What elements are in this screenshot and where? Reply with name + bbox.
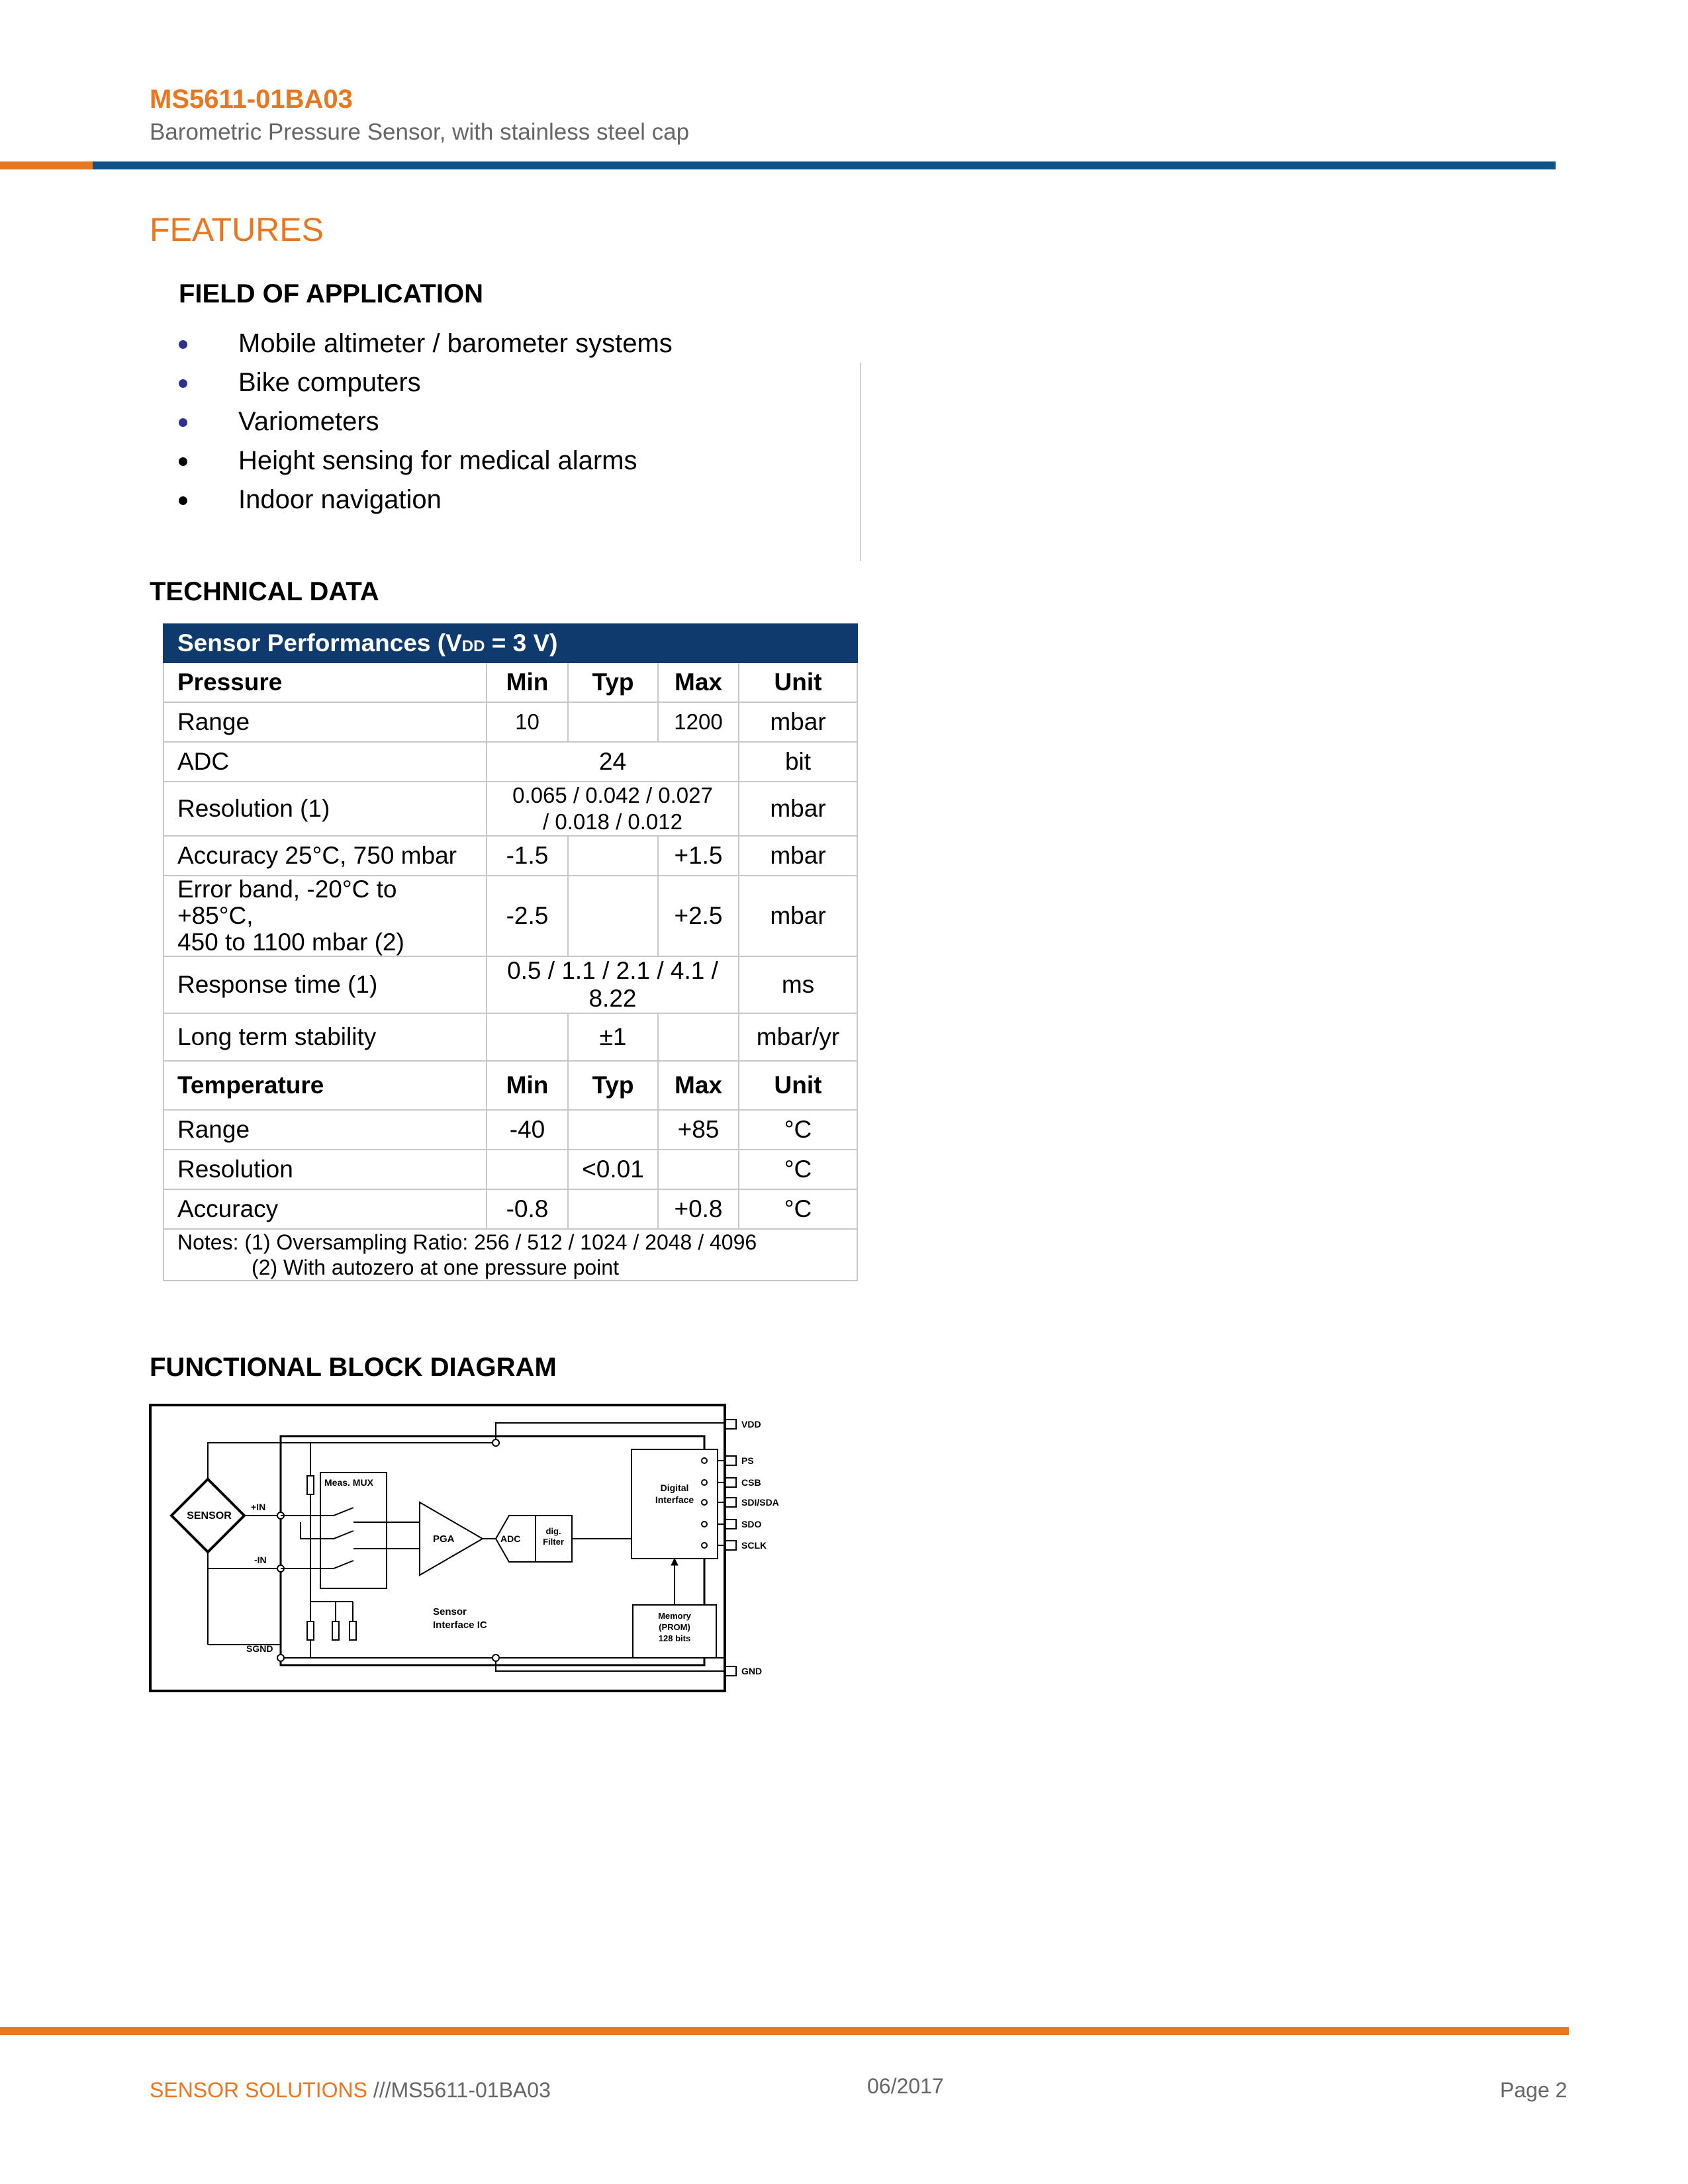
list-item-label: Indoor navigation bbox=[238, 485, 442, 514]
meas-mux-label: Meas. MUX bbox=[324, 1477, 373, 1488]
application-list bbox=[179, 324, 673, 520]
adc-label: ADC bbox=[500, 1533, 521, 1544]
footer-date: 06/2017 bbox=[867, 2074, 944, 2098]
max-cell bbox=[658, 1013, 739, 1061]
table-row bbox=[164, 702, 857, 742]
max-cell: +0.8 bbox=[658, 1189, 739, 1229]
column-header: Typ bbox=[568, 1061, 658, 1110]
min-cell bbox=[487, 1150, 568, 1189]
min-cell: -0.8 bbox=[487, 1189, 568, 1229]
header-rule bbox=[93, 161, 1556, 169]
meas-mux-block bbox=[320, 1473, 387, 1588]
functional-block-diagram bbox=[148, 1403, 804, 1707]
unit-cell: mbar bbox=[739, 702, 857, 742]
unit-cell: mbar bbox=[739, 782, 857, 836]
typ-cell bbox=[568, 1189, 658, 1229]
min-cell: -1.5 bbox=[487, 836, 568, 876]
min-cell: -2.5 bbox=[487, 876, 568, 956]
table-row bbox=[164, 782, 857, 836]
column-header: Pressure bbox=[164, 662, 487, 702]
min-cell: -40 bbox=[487, 1110, 568, 1150]
footer-company: SENSOR SOLUTIONS ///MS5611-01BA03 bbox=[150, 2078, 551, 2102]
sensor-ic-label-2: Interface IC bbox=[433, 1619, 487, 1631]
param-cell: ADC bbox=[164, 742, 487, 782]
list-item-label: Variometers bbox=[238, 407, 379, 436]
param-cell: Accuracy bbox=[164, 1189, 487, 1229]
column-divider bbox=[860, 363, 861, 561]
pin-label-vdd: VDD bbox=[741, 1419, 761, 1430]
unit-cell: bit bbox=[739, 742, 857, 782]
min-cell: 10 bbox=[487, 702, 568, 742]
column-header: Typ bbox=[568, 662, 658, 702]
technical-data-heading: TECHNICAL DATA bbox=[150, 577, 379, 606]
digital-interface-label-2: Interface bbox=[655, 1494, 694, 1505]
memory-label-2: (PROM) bbox=[659, 1622, 690, 1632]
min-cell bbox=[487, 1013, 568, 1061]
list-item bbox=[179, 402, 673, 441]
pin-label-gnd: GND bbox=[741, 1666, 763, 1676]
value-cell: 0.5 / 1.1 / 2.1 / 4.1 / 8.22 bbox=[487, 956, 739, 1013]
list-item-label: Mobile altimeter / barometer systems bbox=[238, 329, 673, 358]
value-cell: 24 bbox=[487, 742, 739, 782]
table-notes-row bbox=[164, 1229, 857, 1281]
typ-cell bbox=[568, 836, 658, 876]
param-cell: Resolution bbox=[164, 1150, 487, 1189]
unit-cell: mbar bbox=[739, 876, 857, 956]
param-cell: Resolution (1) bbox=[164, 782, 487, 836]
column-header: Unit bbox=[739, 662, 857, 702]
bullet-icon bbox=[179, 457, 187, 466]
sensor-label: SENSOR bbox=[187, 1510, 232, 1522]
header-accent-bar bbox=[0, 161, 93, 169]
pin-label-sdo: SDO bbox=[741, 1519, 762, 1529]
list-item bbox=[179, 363, 673, 402]
sensor-ic-label-1: Sensor bbox=[433, 1606, 467, 1617]
list-item bbox=[179, 441, 673, 480]
list-item-label: Bike computers bbox=[238, 368, 421, 397]
memory-label-1: Memory bbox=[658, 1611, 691, 1621]
table-row bbox=[164, 1013, 857, 1061]
column-header: Min bbox=[487, 662, 568, 702]
max-cell bbox=[658, 1150, 739, 1189]
column-header: Max bbox=[658, 662, 739, 702]
param-cell: Response time (1) bbox=[164, 956, 487, 1013]
pin-label-ps: PS bbox=[741, 1455, 754, 1466]
table-row bbox=[164, 1110, 857, 1150]
max-cell: +2.5 bbox=[658, 876, 739, 956]
max-cell: 1200 bbox=[658, 702, 739, 742]
column-header: Min bbox=[487, 1061, 568, 1110]
column-header: Unit bbox=[739, 1061, 857, 1110]
memory-label-3: 128 bits bbox=[658, 1633, 691, 1643]
typ-cell: <0.01 bbox=[568, 1150, 658, 1189]
list-item bbox=[179, 324, 673, 363]
in-minus-label: -IN bbox=[254, 1555, 267, 1565]
page-number: Page 2 bbox=[1500, 2078, 1568, 2102]
param-cell: Range bbox=[164, 1110, 487, 1150]
unit-cell: °C bbox=[739, 1189, 857, 1229]
list-item bbox=[179, 480, 673, 520]
unit-cell: °C bbox=[739, 1110, 857, 1150]
pin-label-csb: CSB bbox=[741, 1477, 761, 1488]
param-cell: Range bbox=[164, 702, 487, 742]
list-item-label: Height sensing for medical alarms bbox=[238, 446, 637, 475]
unit-cell: mbar/yr bbox=[739, 1013, 857, 1061]
table-header-row bbox=[164, 1061, 857, 1110]
column-header: Temperature bbox=[164, 1061, 487, 1110]
param-cell: Error band, -20°C to +85°C, 450 to 1100 mbar (2) bbox=[164, 876, 487, 956]
sgnd-label: SGND bbox=[246, 1643, 273, 1654]
bullet-icon bbox=[179, 418, 187, 427]
digital-interface-label-1: Digital bbox=[660, 1482, 689, 1493]
value-cell: 0.065 / 0.042 / 0.027 / 0.018 / 0.012 bbox=[487, 782, 739, 836]
block-diagram-heading: FUNCTIONAL BLOCK DIAGRAM bbox=[150, 1353, 557, 1382]
table-row bbox=[164, 836, 857, 876]
bullet-icon bbox=[179, 340, 187, 349]
table-notes: Notes: (1) Oversampling Ratio: 256 / 512 / 1024 / 2048 / 4096 (2) With autozero at one pressure point bbox=[164, 1229, 857, 1281]
pin-label-sclk: SCLK bbox=[741, 1540, 767, 1551]
unit-cell: °C bbox=[739, 1150, 857, 1189]
table-row bbox=[164, 876, 857, 956]
max-cell: +1.5 bbox=[658, 836, 739, 876]
table-header-row bbox=[164, 662, 857, 702]
column-header: Max bbox=[658, 1061, 739, 1110]
document-subtitle: Barometric Pressure Sensor, with stainless steel cap bbox=[150, 119, 690, 145]
pga-label: PGA bbox=[433, 1533, 455, 1545]
table-row bbox=[164, 742, 857, 782]
unit-cell: mbar bbox=[739, 836, 857, 876]
bullet-icon bbox=[179, 496, 187, 505]
typ-cell: ±1 bbox=[568, 1013, 658, 1061]
dig-filter-label-2: Filter bbox=[543, 1537, 564, 1547]
sensor-performance-table bbox=[163, 623, 858, 1281]
in-plus-label: +IN bbox=[251, 1502, 266, 1512]
pin-label-sdi-sda: SDI/SDA bbox=[741, 1497, 779, 1508]
unit-cell: ms bbox=[739, 956, 857, 1013]
table-row bbox=[164, 1150, 857, 1189]
field-of-application-heading: FIELD OF APPLICATION bbox=[179, 279, 483, 308]
document-title: MS5611-01BA03 bbox=[150, 85, 353, 114]
dig-filter-label-1: dig. bbox=[545, 1526, 561, 1536]
param-cell: Long term stability bbox=[164, 1013, 487, 1061]
features-heading: FEATURES bbox=[150, 211, 324, 248]
footer-rule bbox=[0, 2027, 1569, 2035]
typ-cell bbox=[568, 702, 658, 742]
typ-cell bbox=[568, 1110, 658, 1150]
bullet-icon bbox=[179, 379, 187, 388]
typ-cell bbox=[568, 876, 658, 956]
table-row bbox=[164, 956, 857, 1013]
max-cell: +85 bbox=[658, 1110, 739, 1150]
param-cell: Accuracy 25°C, 750 mbar bbox=[164, 836, 487, 876]
table-row bbox=[164, 1189, 857, 1229]
table-title: Sensor Performances (VDD = 3 V) bbox=[164, 624, 857, 662]
